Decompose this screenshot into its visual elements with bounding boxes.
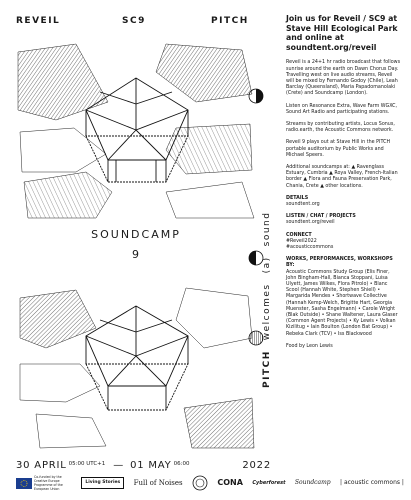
vertical-title bbox=[262, 88, 272, 388]
vertical-word-pitch: PITCH bbox=[262, 350, 272, 388]
listen-paragraph: Listen on Resonance Extra, Wave Farm WGXC, Sound Art Radio and participating stations. bbox=[286, 103, 398, 115]
cona-logo bbox=[217, 480, 243, 486]
eu-flag-logo bbox=[16, 475, 72, 491]
connect-hashtag[interactable]: #Reveil2022 bbox=[286, 238, 317, 244]
acoustic-commons-text: | acoustic commons | bbox=[340, 479, 404, 486]
streams-paragraph: Streams by contributing artists, Locus Sonus, radio.earth, the Acoustic Commons network. bbox=[286, 122, 395, 134]
eu-flag-text: Co-funded by the Creative Europe Programme of the European Union bbox=[34, 475, 63, 491]
soundcamp-logo bbox=[295, 480, 331, 486]
cyberforest-logo bbox=[252, 480, 285, 486]
soundcamp-title: SOUNDCAMP bbox=[91, 228, 181, 241]
vertical-word-welcomes: welcomes bbox=[262, 283, 272, 341]
header-reveil: REVEIL bbox=[16, 16, 61, 26]
living-stories-logo bbox=[81, 477, 124, 489]
pavilion-illustration-bottom bbox=[16, 268, 256, 450]
venue-paragraph: Reveil 9 plays out at Stave Hill in the PITCH portable auditorium by Public Works and Michael Speers. bbox=[286, 140, 391, 158]
listen-label: LISTEN / CHAT / PROJECTS bbox=[286, 214, 356, 220]
full-of-noises-logo bbox=[134, 480, 183, 486]
sponsor-logos bbox=[16, 472, 404, 494]
works-label: WORKS, PERFORMANCES, WORKSHOPS BY: bbox=[286, 257, 393, 269]
event-dates bbox=[16, 460, 271, 471]
header-sc9: SC9 bbox=[122, 16, 146, 26]
start-date: 30 APRIL bbox=[16, 460, 67, 471]
seal-logo bbox=[192, 475, 208, 491]
end-date: 01 MAY bbox=[130, 460, 172, 471]
connect-hashtag[interactable]: #acousticcommons bbox=[286, 245, 334, 251]
food-credit: Food by Leon Lewis bbox=[286, 343, 333, 349]
info-column bbox=[286, 14, 401, 356]
living-stories-text: Living Stories bbox=[81, 477, 124, 489]
date-separator: — bbox=[113, 460, 125, 471]
description-paragraph: Reveil is a 24+1 hr radio broadcast that follows sunrise around the earth on Dawn Chorus Day. Travelling west on live audio streams, Reveil will be mixed by Fernando Godoy (Chile), Leah Barclay (Queensland), Maria Papadomanolaki (Crete) and Soundcamp (London). bbox=[286, 60, 401, 97]
eu-flag-icon bbox=[16, 478, 32, 489]
works-list: Acoustic Commons Study Group (Elis Finer, John Bingham-Hall, Bianca Stoppani, Luisa Ulyett, James Wilkes, Flora Pitrolo) • Blanc Scool (Hannah White, Stephen Shiell) • Margarida Mendes • Shortwave Collective (Hannah Kemp-Welch, Brigitte Hart, Georgia Muenster, Sasha Engelmann) • Carole Wright (Blak Outside) • Shane Waltener, Laura Glaser (Common Agent Projects) • Ky Lewis • Volkan Kizilitug • Iain Boulton (London Bat Group) • Rebeka Clark (TCV) • Iss Blackwood bbox=[286, 269, 398, 337]
intro-text: Join us for Reveil / SC9 at Stave Hill Ecological Park and online at soundtent.org/reveil bbox=[286, 14, 398, 52]
start-times: 05:00 UTC+1 bbox=[68, 461, 106, 467]
details-link[interactable]: soundtent.org bbox=[286, 202, 320, 208]
soundcamp-logo-text: Soundcamp bbox=[294, 479, 331, 486]
seal-icon bbox=[192, 475, 208, 491]
full-of-noises-text: Full of Noises bbox=[133, 479, 183, 487]
vertical-word-sound: sound bbox=[262, 211, 272, 247]
listen-link[interactable]: soundtent.org/reveil bbox=[286, 220, 335, 226]
soundcamps-paragraph: Additional soundcamps at: ▲ Ravenglass Estuary, Cumbria ▲ Roya Valley, French-Italian border ▲ Flora and Fauna Preservation Park, Chania, Crete ▲ other locations. bbox=[286, 165, 398, 189]
connect-label: CONNECT bbox=[286, 232, 312, 238]
end-time: 06:00 bbox=[173, 461, 190, 467]
pavilion-illustration-top bbox=[16, 32, 256, 220]
header-pitch: PITCH bbox=[211, 16, 249, 26]
details-label: DETAILS bbox=[286, 195, 309, 201]
vertical-word-a: (a) bbox=[262, 256, 272, 274]
year: 2022 bbox=[242, 460, 271, 471]
acoustic-commons-logo bbox=[340, 480, 404, 486]
cyberforest-text: Cyberforest bbox=[252, 480, 286, 486]
soundcamp-number: 9 bbox=[132, 248, 140, 261]
cona-text: CONA bbox=[217, 478, 243, 487]
